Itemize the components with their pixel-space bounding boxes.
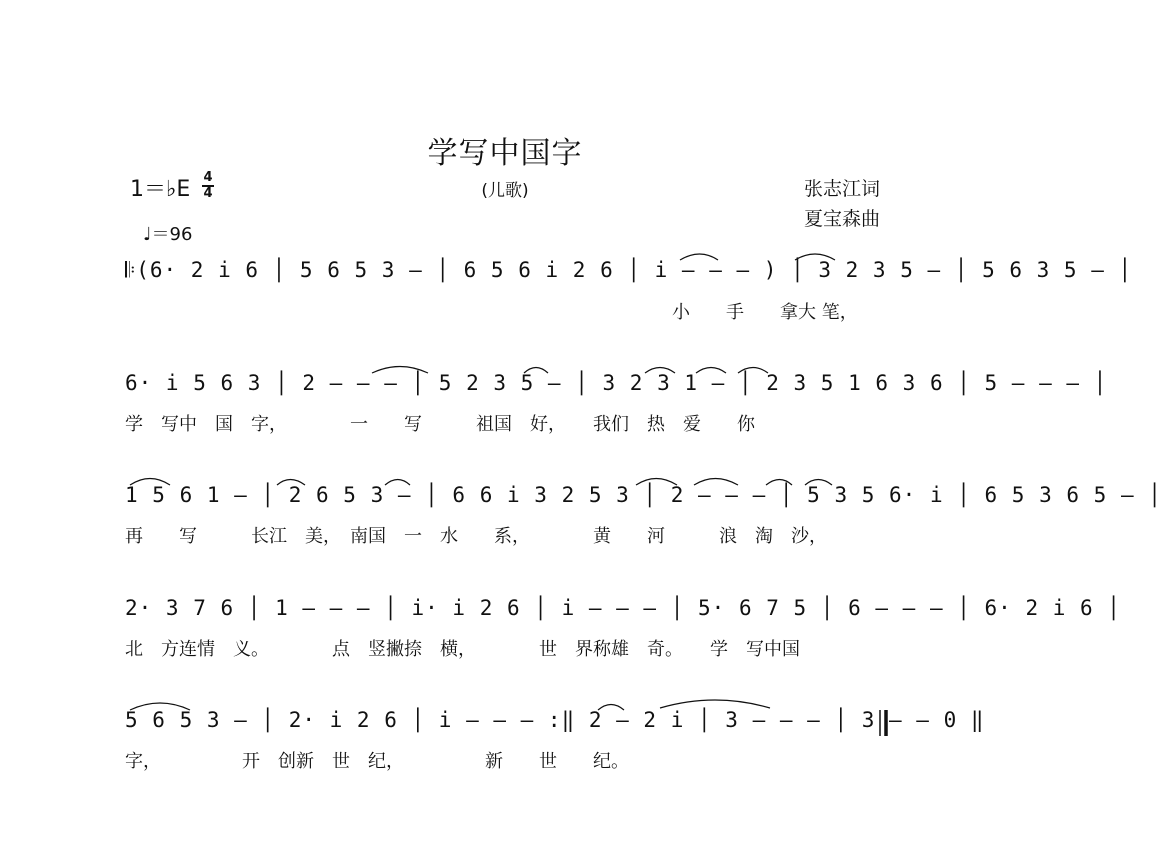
notation-line-4: 2· 3 7 6 │ 1 — — — │ i· i 2 6 │ i — — — │ 5· 6 7 5 │ 6 — — — │ 6· 2 i 6 │ — [125, 596, 1121, 620]
time-signature — [202, 172, 214, 200]
lyric-line-5: 字， 开 创新 世 纪， 新 世 纪。 — [125, 751, 629, 772]
song-title: 学写中国字 — [427, 136, 583, 171]
time-signature-bottom: 4 — [203, 186, 213, 201]
lyric-line-1: 小 手 拿大 笔， — [672, 302, 858, 323]
notation-line-5: 5 6 5 3 — │ 2· i 2 6 │ i — — — :‖ 2 — 2 i │ 3 — — — │ 3 — — 0 ‖ — [125, 708, 985, 732]
lyric-line-2: 学 写中 国 字， 一 写 祖国 好， 我们 热 爱 你 — [125, 414, 755, 435]
slur — [660, 700, 770, 708]
time-signature-top: 4 — [203, 170, 213, 185]
tempo-marking: ♩＝96 — [143, 224, 193, 245]
lyric-line-3: 再 写 长江 美， 南国 一 水 系， 黄 河 浪 淘 沙， — [125, 526, 827, 547]
song-subtitle: (儿歌) — [481, 181, 529, 201]
lyric-line-4: 北 方连情 义。 点 竖撇捺 横， 世 界称雄 奇。 学 写中国 — [125, 639, 800, 660]
notation-line-1: 𝄆(6· 2 i 6 │ 5 6 5 3 — │ 6 5 6 i 2 6 │ i — — — ) │ 3 2 3 5 — │ 5 6 3 5 — │ — [125, 258, 1133, 282]
composer-credit: 夏宝森曲 — [803, 208, 880, 230]
notation-line-2: 6· i 5 6 3 │ 2 — — — │ 5 2 3 5 — │ 3 2 3 1 — │ 2 3 5 1 6 3 6 │ 5 — — — │ — [125, 371, 1108, 395]
key-signature: 1＝♭E — [130, 177, 191, 202]
lyricist-credit: 张志江词 — [803, 178, 880, 200]
notation-line-3: 1 5 6 1 — │ 2 6 5 3 — │ 6 6 i 3 2 5 3 │ 2 — — — │ 5 3 5 6· i │ 6 5 3 6 5 — │ — [125, 483, 1162, 507]
